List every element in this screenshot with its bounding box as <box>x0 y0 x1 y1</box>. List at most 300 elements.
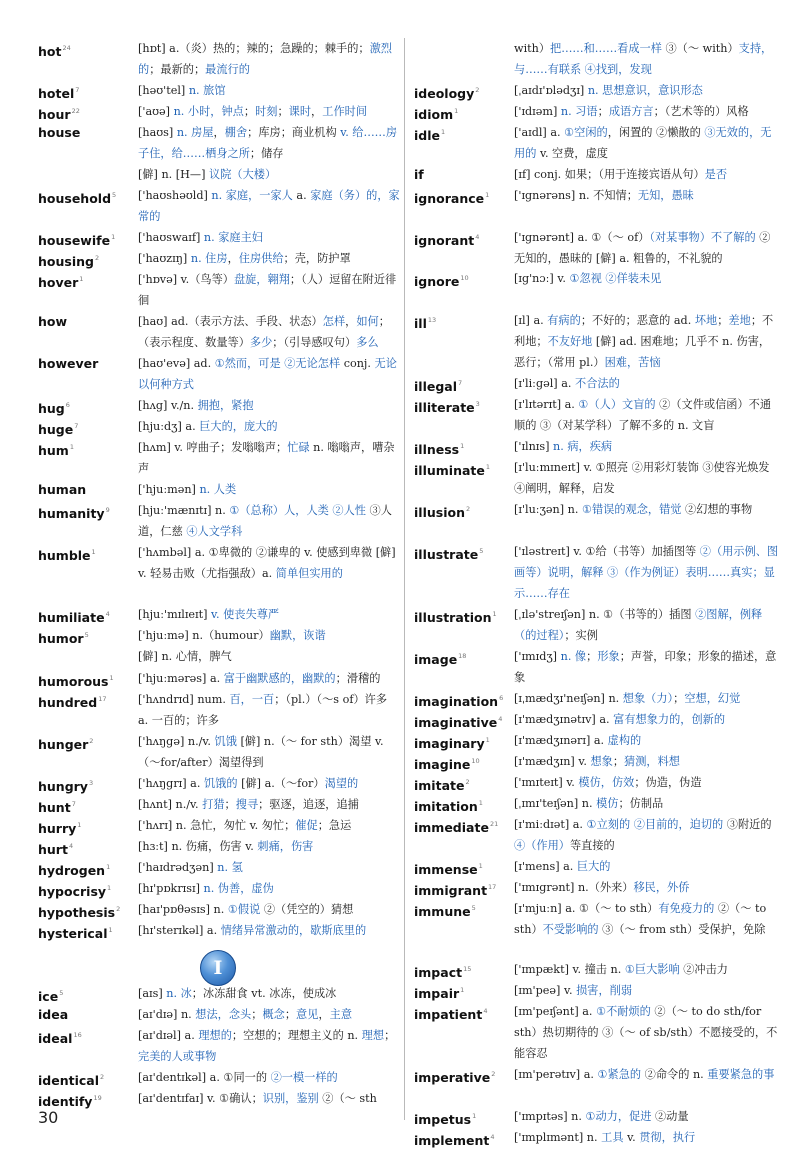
headword-text: hum <box>38 443 69 458</box>
definition-text: ； <box>251 1008 263 1021</box>
frequency-count: 16 <box>73 1031 82 1039</box>
definition <box>138 353 400 395</box>
definition <box>138 122 400 164</box>
definition <box>138 857 400 878</box>
definition <box>514 541 780 604</box>
key-meaning: ①假说 <box>227 903 261 916</box>
frequency-count: 24 <box>62 44 71 52</box>
key-meaning: 有免疫力的 <box>658 902 715 915</box>
definition-text: [ɪl] a. <box>514 314 548 327</box>
headword <box>38 1004 68 1025</box>
frequency-count: 1 <box>478 799 483 807</box>
definition-text: ③（～ with） <box>661 42 739 55</box>
definition-text: ['hɒvə] v.（鸟等） <box>138 273 234 286</box>
headword-text: hour <box>38 107 71 122</box>
frequency-count: 5 <box>112 191 117 199</box>
frequency-count: 13 <box>427 316 437 324</box>
headword-text: humiliate <box>38 610 105 625</box>
frequency-count: 1 <box>106 863 111 871</box>
definition-text: ； <box>717 314 729 327</box>
frequency-count: 5 <box>84 631 89 639</box>
key-meaning: n. 习语 <box>560 105 598 118</box>
headword-text: house <box>38 125 81 140</box>
headword-text: humble <box>38 548 91 563</box>
definition-text: [hʌm] v. 哼曲子；发嗡嗡声； <box>138 441 288 454</box>
definition-text: ； <box>673 692 685 705</box>
headword <box>38 38 71 62</box>
headword-text: immigrant <box>414 883 488 898</box>
headword <box>38 311 67 332</box>
headword-text: hypocrisy <box>38 884 107 899</box>
key-meaning: 家庭（务）的，家常的 <box>138 189 400 223</box>
frequency-count: 4 <box>68 842 74 850</box>
definition-text: [aɪs] <box>138 987 167 1000</box>
definition <box>514 646 780 688</box>
headword-text: imaginary <box>414 736 485 751</box>
key-meaning: 搜寻 <box>235 798 259 811</box>
key-meaning: 有病的 <box>547 314 581 327</box>
key-meaning: 理想 <box>361 1029 385 1042</box>
definition <box>138 731 400 773</box>
definition-text: ['ɪmɪdʒ] <box>514 650 561 663</box>
key-meaning: n. 住房 <box>190 252 228 265</box>
key-meaning: ①然而，可是 ②无论怎样 <box>214 357 341 370</box>
key-meaning: ①动力，促进 <box>585 1110 652 1123</box>
key-meaning: 巨大的，庞大的 <box>199 420 278 433</box>
key-meaning: n. 房屋 <box>176 126 214 139</box>
key-meaning: ①巨大影响 <box>624 963 680 976</box>
headword <box>38 689 107 713</box>
headword-text: illustrate <box>414 547 479 562</box>
definition-text: [ɪ'luːʒən] n. <box>514 503 582 516</box>
headword-text: idle <box>414 128 440 143</box>
key-meaning: 形象 <box>597 650 620 663</box>
frequency-count: 1 <box>79 275 84 283</box>
headword-text: idea <box>38 1007 69 1022</box>
headword-text: imagine <box>414 757 471 772</box>
headword-text: illness <box>414 442 460 457</box>
key-meaning: 概念 <box>262 1008 285 1021</box>
definition-text: ['hjuːmə] n.（humour） <box>138 629 270 642</box>
frequency-count: 2 <box>465 778 470 786</box>
definition-text: ③人道，仁慈 <box>138 504 392 538</box>
headword-text: hug <box>38 401 65 416</box>
key-meaning: 怎样 <box>322 315 346 328</box>
definition <box>138 80 400 101</box>
definition <box>138 625 400 646</box>
definition <box>514 604 780 646</box>
definition-text: ②命令的 n. <box>641 1068 708 1081</box>
key-meaning: 百，一百 <box>229 693 275 706</box>
definition-text: ['haɪdrədʒən] <box>138 861 218 874</box>
definition-text: ['ɪgnərənt] a. ①（～ of） <box>514 231 650 244</box>
key-meaning: ④人文学科 <box>186 525 243 538</box>
definition-text: ； <box>586 650 598 663</box>
headword <box>414 1064 495 1088</box>
headword-text: impair <box>414 986 460 1001</box>
frequency-count: 1 <box>472 1112 477 1120</box>
definition-text: ；空想的；理想主义的 n. <box>231 1029 362 1042</box>
key-meaning: 如何 <box>356 315 379 328</box>
headword <box>414 646 466 670</box>
definition-text: a. <box>292 189 311 202</box>
frequency-count: 10 <box>471 757 480 765</box>
definition-text: [haʊs] <box>138 126 177 139</box>
key-meaning: 理想的 <box>198 1029 232 1042</box>
key-meaning: n. 人类 <box>199 483 237 496</box>
definition-text: with） <box>514 42 551 55</box>
key-meaning: 虚构的 <box>607 734 642 747</box>
frequency-count: 4 <box>490 1133 495 1141</box>
definition-text: ②动量 <box>651 1110 689 1123</box>
definition <box>138 1067 400 1088</box>
key-meaning: 困难，苦恼 <box>604 356 661 369</box>
definition-text: ； <box>384 1029 396 1042</box>
definition-text: ②（文件或信函）不通顺的 ③（对某学科）了解不多的 n. 文盲 <box>514 398 772 432</box>
headword-text: hurt <box>38 842 68 857</box>
definition-text: [hʌnt] n./v. <box>138 798 203 811</box>
headword-text: humanity <box>38 506 105 521</box>
definition-text: ， <box>311 105 323 118</box>
headword-text: human <box>38 482 87 497</box>
definition-text: 等直接的 <box>569 839 615 852</box>
definition-text: ；实例 <box>564 629 598 642</box>
frequency-count: 3 <box>475 400 480 408</box>
key-meaning: 把……和……看成一样 <box>550 42 662 55</box>
definition <box>138 646 400 667</box>
frequency-count: 1 <box>441 128 446 136</box>
headword-text: housing <box>38 254 94 269</box>
definition <box>138 920 400 941</box>
headword-text: imitation <box>414 799 478 814</box>
definition <box>514 772 780 793</box>
headword <box>38 479 86 500</box>
definition-text: [ˌɪlə'streɪʃən] n. ①（书等的）插图 <box>514 608 696 621</box>
definition-text: ③（～ from sth）受保护，免除 <box>598 923 766 936</box>
definition-text: ；（引导感叹句） <box>272 336 357 349</box>
key-meaning: 饥饿 <box>214 735 237 748</box>
key-meaning: 完美的人或事物 <box>138 1050 217 1063</box>
key-meaning: 多少 <box>249 336 273 349</box>
definition-text: [ɪ'mjuːn] a. ①（～ to sth） <box>514 902 659 915</box>
definition-text: ；伪造，伪造 <box>634 776 702 789</box>
frequency-count: 19 <box>93 1094 102 1102</box>
definition-text: ②（凭空的）猜想 <box>260 903 354 916</box>
definition-text: [hʌg] v./n. <box>138 399 198 412</box>
definition-text: [僻] n. [H—] <box>138 168 210 181</box>
definition-text: ；不好的；恶意的 ad. <box>580 314 695 327</box>
definition <box>514 185 780 206</box>
definition-text: [haɪ'pɒθəsɪs] n. <box>138 903 228 916</box>
key-meaning: 意见 <box>296 1008 319 1021</box>
definition-text: [僻] n. 心情，脾气 <box>138 650 232 663</box>
headword-text: humor <box>38 631 84 646</box>
definition-text: [hjuː'mænɪtɪ] n. <box>138 504 230 517</box>
headword-text: impact <box>414 965 463 980</box>
definition-text: ['haʊshəʊld] <box>138 189 212 202</box>
headword-text: illiterate <box>414 400 475 415</box>
key-meaning: ①不耐烦的 <box>596 1005 651 1018</box>
definition <box>514 730 780 751</box>
frequency-count: 7 <box>75 86 80 94</box>
definition <box>138 668 400 689</box>
key-meaning: n. 思想意识，意识形态 <box>587 84 703 97</box>
headword <box>414 394 480 418</box>
key-meaning: n. 小时，钟点 <box>173 105 244 118</box>
definition-text: ['hʌŋgrɪ] a. <box>138 777 204 790</box>
definition-text: ['hʌndrɪd] num. <box>138 693 230 706</box>
headword-text: hysterical <box>38 926 108 941</box>
key-meaning: 拥抱，紧抱 <box>197 399 254 412</box>
definition-text: [ɪg'nɔː] v. <box>514 272 570 285</box>
definition-text: ； <box>224 798 236 811</box>
definition-text: ['hjuːmərəs] a. <box>138 672 224 685</box>
frequency-count: 1 <box>460 986 465 994</box>
headword-text: imagination <box>414 694 499 709</box>
definition <box>514 164 780 185</box>
headword <box>414 541 483 565</box>
definition-text: ['ɪgnərəns] n. 不知情； <box>514 189 638 202</box>
definition-text: [僻] ad. 困难地；几乎不 n. 伤害，恶行；（常用 pl.） <box>514 335 771 369</box>
frequency-count: 9 <box>105 506 110 514</box>
frequency-count: 2 <box>116 905 121 913</box>
key-meaning: 忙碌 <box>287 441 310 454</box>
headword-text: housewife <box>38 233 111 248</box>
headword <box>414 310 436 334</box>
definition <box>514 898 780 940</box>
headword <box>38 625 89 649</box>
definition-text: ②（～ to do sth/for sth）热切期待的 ③（～ of sb/sth）不愿接受的，不能容忍 <box>514 1005 778 1060</box>
key-meaning: 多么 <box>356 336 379 349</box>
definition-text: [ɪm'peɪʃənt] a. <box>514 1005 597 1018</box>
frequency-count: 17 <box>488 883 497 891</box>
definition-text: [ɪ'luːmɪneɪt] v. ①照亮 ②用彩灯装饰 ③使容光焕发 ④阐明，解释，启发 <box>514 461 770 495</box>
headword-text: illuminate <box>414 463 485 478</box>
frequency-count: 1 <box>91 548 96 556</box>
headword-text: impetus <box>414 1112 472 1127</box>
key-meaning: ①空闲的 <box>564 126 608 139</box>
key-meaning: ①立刻的 ②目前的，迫切的 <box>586 818 724 831</box>
definition-text: ['hʌmbəl] a. ①卑微的 ②谦卑的 v. 使感到卑微 [僻] v. 轻易击败（尤指强敌）a. <box>138 546 396 580</box>
definition-text: ②（～ to sth） <box>514 902 767 936</box>
headword-text: how <box>38 314 68 329</box>
key-meaning: 刺痛，伤害 <box>257 840 314 853</box>
key-meaning: 空想，幻觉 <box>684 692 741 705</box>
definition-text: ；库房；商业机构 <box>247 126 341 139</box>
headword-text: hunger <box>38 737 89 752</box>
headword <box>38 1025 82 1049</box>
key-meaning: 工作时间 <box>322 105 368 118</box>
headword-text: immense <box>414 862 478 877</box>
headword <box>414 1001 487 1025</box>
key-meaning: n. 伪善，虚伪 <box>203 882 274 895</box>
definition <box>138 269 400 311</box>
definition-text: [aɪ'dɪəl] a. <box>138 1029 199 1042</box>
definition <box>514 1001 780 1064</box>
frequency-count: 2 <box>100 1073 105 1081</box>
definition <box>138 899 400 920</box>
definition <box>138 101 400 122</box>
frequency-count: 6 <box>499 694 504 702</box>
key-meaning: 时刻 <box>255 105 278 118</box>
headword-text: hotel <box>38 86 75 101</box>
key-meaning: 课时 <box>288 105 312 118</box>
key-meaning: ④（作用） <box>514 839 570 852</box>
key-meaning: 盘旋，翱翔 <box>233 273 290 286</box>
definition <box>138 416 400 437</box>
key-meaning: n. 家庭主妇 <box>203 231 263 244</box>
frequency-count: 3 <box>88 779 94 787</box>
definition-text: ['ɪmɪteɪt] v. <box>514 776 579 789</box>
frequency-count: 1 <box>111 233 116 241</box>
definition-text: ['aɪdl] a. <box>514 126 565 139</box>
definition-text: conj. <box>340 357 375 370</box>
key-meaning: n. 旅馆 <box>188 84 226 97</box>
key-meaning: 棚舍 <box>224 126 248 139</box>
key-meaning: 富于幽默感的，幽默的 <box>223 672 336 685</box>
definition-text: [hɪ'sterɪkəl] a. <box>138 924 221 937</box>
definition-text: [ɪ'mædʒɪn] v. <box>514 755 591 768</box>
definition-text: ；急运 <box>317 819 352 832</box>
key-meaning: n. 氢 <box>217 861 243 874</box>
headword <box>38 122 80 143</box>
key-meaning: 饥饿的 <box>203 777 238 790</box>
definition <box>514 394 780 436</box>
key-meaning: ②图解，例释（的过程） <box>514 608 763 642</box>
headword <box>414 814 498 838</box>
definition-text: ；储存 <box>249 147 284 160</box>
headword-text: implement <box>414 1133 490 1148</box>
definition-text: ['haʊswaɪf] <box>138 231 204 244</box>
frequency-count: 1 <box>492 610 497 618</box>
key-meaning: 成语方言 <box>608 105 654 118</box>
frequency-count: 7 <box>71 800 76 808</box>
definition <box>514 499 780 520</box>
definition-text: ['haʊzɪŋ] <box>138 252 191 265</box>
frequency-count: 1 <box>69 443 74 451</box>
key-meaning: （对某事物）不了解的 <box>649 231 756 244</box>
section-letter-badge <box>200 950 236 986</box>
headword <box>38 500 110 524</box>
definition <box>514 877 780 898</box>
definition <box>138 878 400 899</box>
definition-text: [ɪˌmædʒɪ'neɪʃən] n. <box>514 692 623 705</box>
definition <box>138 479 400 500</box>
definition-text: ， <box>345 315 357 328</box>
frequency-count: 17 <box>98 695 107 703</box>
definition-text: [ɪm'perətɪv] a. <box>514 1068 598 1081</box>
frequency-count: 4 <box>483 1007 488 1015</box>
definition <box>138 185 400 227</box>
key-meaning: 议院（大楼） <box>209 168 277 181</box>
definition <box>514 814 780 856</box>
definition-text: ['ɪlnɪs] <box>514 440 554 453</box>
definition <box>514 457 780 499</box>
definition-text: ['hjuːmən] <box>138 483 200 496</box>
definition-text: ['ɪləstreɪt] v. ①给（书等）加插图等 <box>514 545 700 558</box>
key-meaning: 主意 <box>329 1008 353 1021</box>
headword-text: impatient <box>414 1007 483 1022</box>
headword <box>414 1127 495 1151</box>
key-meaning: 猜测，料想 <box>624 755 680 768</box>
key-meaning: 无论以何种方式 <box>138 357 397 391</box>
key-meaning: v. 使丧失尊严 <box>211 608 280 621</box>
headword-text: hydrogen <box>38 863 106 878</box>
headword <box>414 164 424 185</box>
headword-text: hunt <box>38 800 71 815</box>
definition <box>514 1064 780 1085</box>
frequency-count: 1 <box>109 674 114 682</box>
key-meaning: 打猎 <box>202 798 225 811</box>
definition-text: ； <box>612 755 625 768</box>
headword <box>38 920 113 944</box>
section-letter: I <box>213 957 223 979</box>
definition <box>514 1106 780 1127</box>
frequency-count: 2 <box>465 505 471 513</box>
headword-text: imperative <box>414 1070 491 1085</box>
definition <box>138 500 400 542</box>
frequency-count: 2 <box>475 86 480 94</box>
frequency-count: 2 <box>89 737 94 745</box>
frequency-count: 5 <box>471 904 476 912</box>
definition-text: ['ɪmpɪtəs] n. <box>514 1110 586 1123</box>
definition <box>514 709 780 730</box>
key-meaning: ②一模一样的 <box>270 1071 338 1084</box>
frequency-count: 1 <box>77 821 82 829</box>
key-meaning: ①（总称）人，人类 ②人性 <box>229 504 366 517</box>
headword-text: hot <box>38 44 62 59</box>
definition-text: ； <box>284 1008 297 1021</box>
headword-text: ideal <box>38 1031 73 1046</box>
definition <box>138 1025 400 1067</box>
frequency-count: 10 <box>460 274 469 282</box>
headword-text: image <box>414 652 458 667</box>
definition-text: ；驱逐，追逐，追捕 <box>258 798 359 811</box>
definition <box>138 1004 400 1025</box>
key-meaning: n. 家庭，一家人 <box>211 189 293 202</box>
definition <box>138 689 400 731</box>
definition-text: ；冰冻甜食 vt. 冰冻，使成冰 <box>191 987 337 1000</box>
key-meaning: 催促 <box>295 819 318 832</box>
definition <box>138 437 400 479</box>
headword <box>414 604 497 628</box>
definition-text: a.（炎）热的；辣的；急躁的；棘手的； <box>169 42 370 55</box>
definition-text: [僻] a.（～for） <box>237 777 325 790</box>
frequency-count: 22 <box>71 107 80 115</box>
definition-text: ；声誉，印象；形象的描述，意象 <box>514 650 777 684</box>
frequency-count: 18 <box>458 652 467 660</box>
column-divider <box>404 38 405 1120</box>
definition-text: [ɪ'miːdɪət] a. <box>514 818 587 831</box>
headword <box>414 227 479 251</box>
headword-text: imaginative <box>414 715 498 730</box>
definition-text: ；最新的； <box>149 63 206 76</box>
headword-text: ideology <box>414 86 475 101</box>
key-meaning: ②（用示例、图画等）说明，解释 ③（作为例证）表明……真实；显示……存在 <box>514 545 779 600</box>
headword-text: ignorant <box>414 233 475 248</box>
key-meaning: 想象 <box>590 755 613 768</box>
definition <box>514 122 780 164</box>
definition <box>138 794 400 815</box>
key-meaning: 不受影响的 <box>542 923 599 936</box>
definition-text: [həʊ'tel] <box>138 84 189 97</box>
headword-text: illegal <box>414 379 457 394</box>
frequency-count: 21 <box>489 820 499 828</box>
definition-text: [ˌaɪdɪ'ɒlədʒɪ] <box>514 84 588 97</box>
frequency-count: 4 <box>475 233 480 241</box>
headword-text: household <box>38 191 112 206</box>
key-meaning: 激烈的 <box>138 42 392 76</box>
